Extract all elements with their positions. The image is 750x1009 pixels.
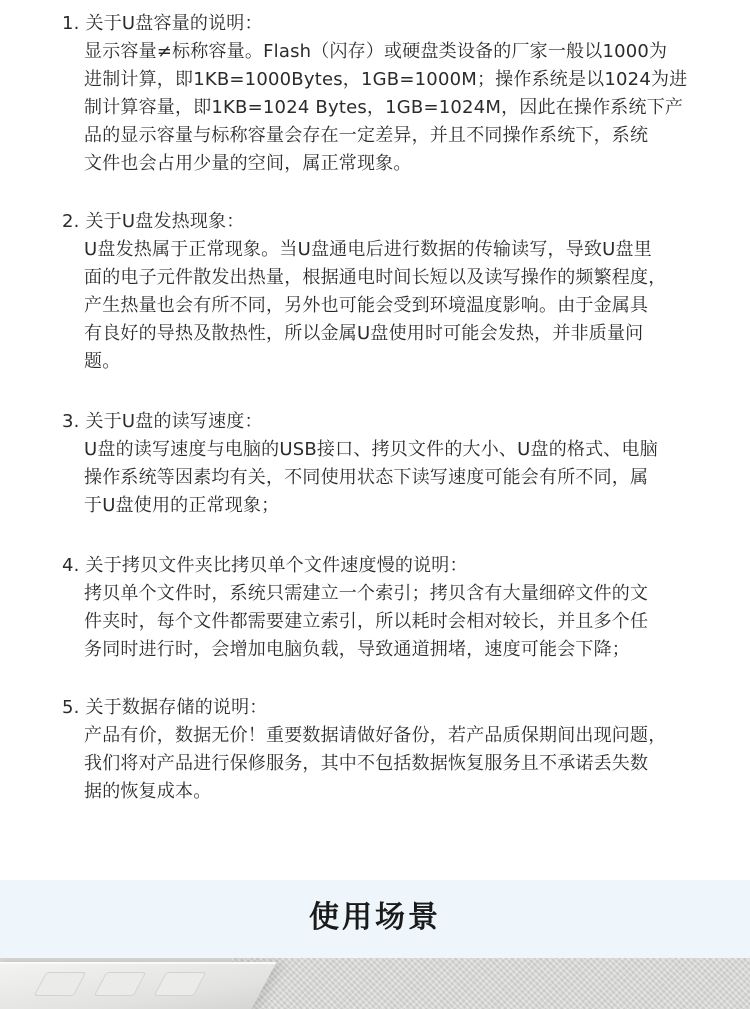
note-body: U盘的读写速度与电脑的USB接口、拷贝文件的大小、U盘的格式、电脑 操作系统等因素均有关，不同使用状态下读写速度可能会有所不同，属 于U盘使用的正常现象； xyxy=(84,439,658,516)
note-body: 显示容量≠标称容量。Flash（闪存）或硬盘类设备的厂家一般以1000为 进制计算，即1KB=1000Bytes，1GB=1000M；操作系统是以1024为进 制计算容量，即1KB=1024 Bytes，1GB=1024M，因此在操作系统下产 品的显示容量与标称容量会存在一定差异，并且不同操作系统下，系统 文件也会占用少量的空间，属正常现象。 xyxy=(84,41,688,174)
note-heating xyxy=(62,208,702,376)
note-title: 4. 关于拷贝文件夹比拷贝单个文件速度慢的说明： xyxy=(62,555,468,576)
fabric-texture xyxy=(230,958,750,1009)
note-folder-copy xyxy=(62,552,702,664)
note-data-storage xyxy=(62,694,702,806)
note-body: U盘发热属于正常现象。当U盘通电后进行数据的传输读写，导致U盘里 面的电子元件散发出热量，根据通电时间长短以及读写操作的频繁程度， 产生热量也会有所不同，另外也可能会受到环境温度影响。由于金属具 有良好的导热及散热性，所以金属U盘使用时可能会发热，并非质量问 题。 xyxy=(84,239,667,372)
note-title: 1. 关于U盘容量的说明： xyxy=(62,13,263,34)
section-header xyxy=(0,880,750,958)
note-body: 产品有价，数据无价！重要数据请做好备份，若产品质保期间出现问题， 我们将对产品进行保修服务，其中不包括数据恢复服务且不承诺丢失数 据的恢复成本。 xyxy=(84,725,667,802)
usage-scene-photo xyxy=(0,958,750,1009)
note-body: 拷贝单个文件时，系统只需建立一个索引；拷贝含有大量细碎文件的文 件夹时，每个文件都需要建立索引，所以耗时会相对较长，并且多个任 务同时进行时，会增加电脑负载，导致通道拥堵，速度可能会下降； xyxy=(84,583,649,660)
note-capacity xyxy=(62,10,702,178)
note-title: 5. 关于数据存储的说明： xyxy=(62,697,268,718)
note-title: 3. 关于U盘的读写速度： xyxy=(62,411,263,432)
section-title: 使用场景 xyxy=(309,900,441,935)
note-title: 2. 关于U盘发热现象： xyxy=(62,211,245,232)
note-speed xyxy=(62,408,702,520)
